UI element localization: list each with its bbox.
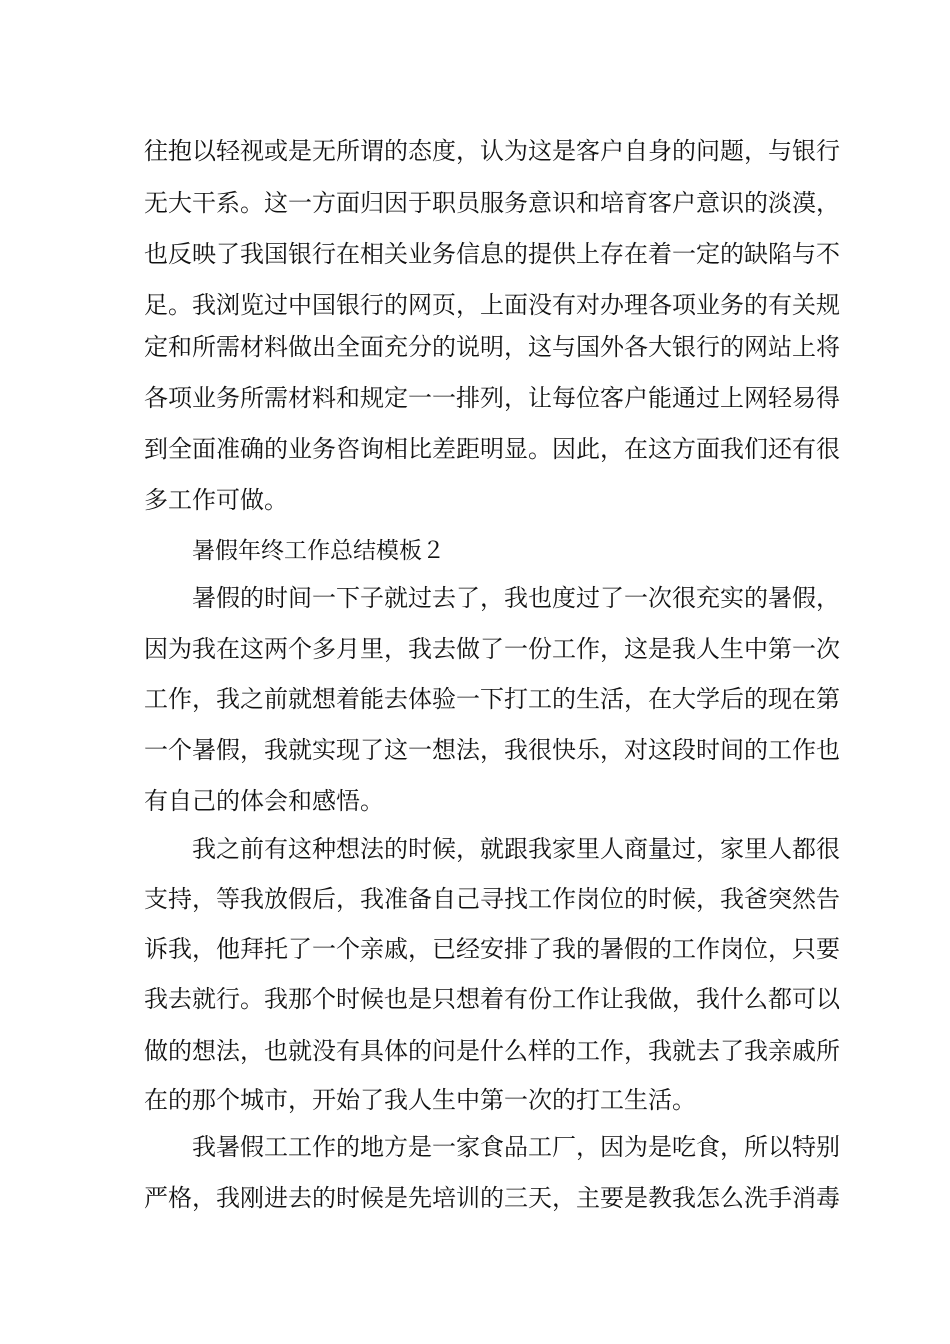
- paragraph-line: 暑假的时间一下子就过去了，我也度过了一次很充实的暑假，: [192, 584, 840, 612]
- paragraph-line: 工作，我之前就想着能去体验一下打工的生活，在大学后的现在第: [144, 685, 840, 713]
- paragraph-line: 我之前有这种想法的时候，就跟我家里人商量过，家里人都很: [192, 835, 840, 863]
- paragraph-line: 因为我在这两个多月里，我去做了一份工作，这是我人生中第一次: [144, 635, 840, 663]
- paragraph-line: 严格，我刚进去的时候是先培训的三天，主要是教我怎么洗手消毒: [144, 1184, 840, 1212]
- paragraph-line: 也反映了我国银行在相关业务信息的提供上存在着一定的缺陷与不: [144, 240, 840, 268]
- section-heading: 暑假年终工作总结模板２: [192, 538, 445, 564]
- paragraph-line: 无大干系。这一方面归因于职员服务意识和培育客户意识的淡漠，: [144, 189, 840, 217]
- paragraph-line: 各项业务所需材料和规定一一排列，让每位客户能通过上网轻易得: [144, 384, 840, 412]
- paragraph-line: 做的想法，也就没有具体的问是什么样的工作，我就去了我亲戚所: [144, 1037, 840, 1065]
- paragraph-line: 定和所需材料做出全面充分的说明，这与国外各大银行的网站上将: [144, 333, 840, 361]
- paragraph-line: 到全面准确的业务咨询相比差距明显。因此，在这方面我们还有很: [144, 435, 840, 463]
- paragraph-line: 在的那个城市，开始了我人生中第一次的打工生活。: [144, 1086, 696, 1114]
- paragraph-line: 我暑假工工作的地方是一家食品工厂，因为是吃食，所以特别: [192, 1133, 840, 1161]
- paragraph-line: 足。我浏览过中国银行的网页，上面没有对办理各项业务的有关规: [144, 291, 840, 319]
- paragraph-line: 有自己的体会和感悟。: [144, 787, 384, 815]
- paragraph-line: 多工作可做。: [144, 486, 288, 514]
- paragraph-line: 往抱以轻视或是无所谓的态度，认为这是客户自身的问题，与银行: [144, 137, 840, 165]
- paragraph-line: 诉我，他拜托了一个亲戚，已经安排了我的暑假的工作岗位，只要: [144, 935, 840, 963]
- paragraph-line: 支持，等我放假后，我准备自己寻找工作岗位的时候，我爸突然告: [144, 885, 840, 913]
- paragraph-line: 一个暑假，我就实现了这一想法，我很快乐，对这段时间的工作也: [144, 736, 840, 764]
- paragraph-line: 我去就行。我那个时候也是只想着有份工作让我做，我什么都可以: [144, 985, 840, 1013]
